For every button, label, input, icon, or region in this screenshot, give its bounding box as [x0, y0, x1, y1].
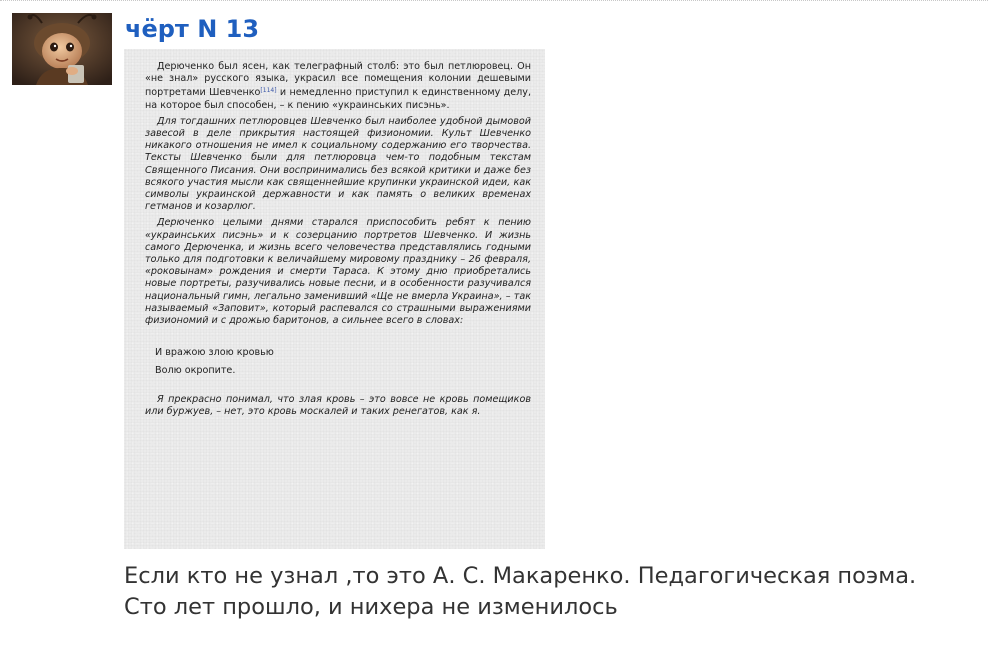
footnote-ref-link: [114] [260, 87, 277, 95]
poem-line-2: Волю окропите. [155, 365, 236, 377]
book-paragraph-3: Дерюченко целыми днями старался приспособить ребят к пению «украинських писэнь» и к созерцанию портретов Шевченко. И жизнь самого Дерюченка, и жизнь всего человечества представлялись годными только для подготовки к величайшему мировому празднику – 26 февраля, «роковынам» рождения и смерти Тараса. К этому дню приобретались новые портреты, разучивались новые песни, и в особенности разучивался национальный гимн, легально заменивший «Ще не вмерла Украина», – так называемый «Заповит», который распевался со страшными выражениями физиономий и с дрожью баритонов, а сильнее всего в словах: [145, 217, 531, 327]
book-page-image [124, 49, 545, 549]
book-paragraph-1 [145, 61, 531, 112]
avatar-photo-icon [12, 13, 112, 85]
book-paragraph-4: Я прекрасно понимал, что злая кровь – это вовсе не кровь помещиков или буржуев, – нет, это кровь москалей и таких ренегатов, как я. [145, 394, 531, 418]
user-avatar[interactable] [12, 13, 112, 85]
post-caption [124, 561, 984, 623]
book-paragraph-1-text-end: и немедленно приступил к единственному делу, на которое был способен, – к пению «украинських писэнь». [145, 87, 531, 111]
post-top-divider [0, 0, 988, 1]
username-link[interactable]: чёрт N 13 [125, 15, 260, 43]
poem-quote [155, 344, 531, 380]
caption-line-2: Сто лет прошло, и нихера не изменилось [124, 594, 618, 620]
book-paragraph-2: Для тогдашних петлюровцев Шевченко был наиболее удобной дымовой завесой в деле прикрытия настоящей физиономии. Культ Шевченко никакого отношения не имел к социальному содержанию его творчества. Тексты Шевченко были для петлюровца чем-то подобным текстам Священного Писания. Они воспринимались без всякой критики и даже без всякого участия мысли как священнейшие крупинки украинской идеи, как символы украинской державности и как память о великих временах гетманов и козарлюг. [145, 115, 531, 213]
book-paragraph-1-text: Дерюченко был ясен, как телеграфный столб: это был петлюровец. Он «не знал» русского языка, украсил все помещения колонии дешевыми портретами Шевченко [145, 61, 531, 99]
caption-line-1: Если кто не узнал ,то это А. С. Макаренко. Педагогическая поэма. [124, 563, 917, 589]
poem-line-1: И вражою злою кровью [155, 347, 274, 359]
